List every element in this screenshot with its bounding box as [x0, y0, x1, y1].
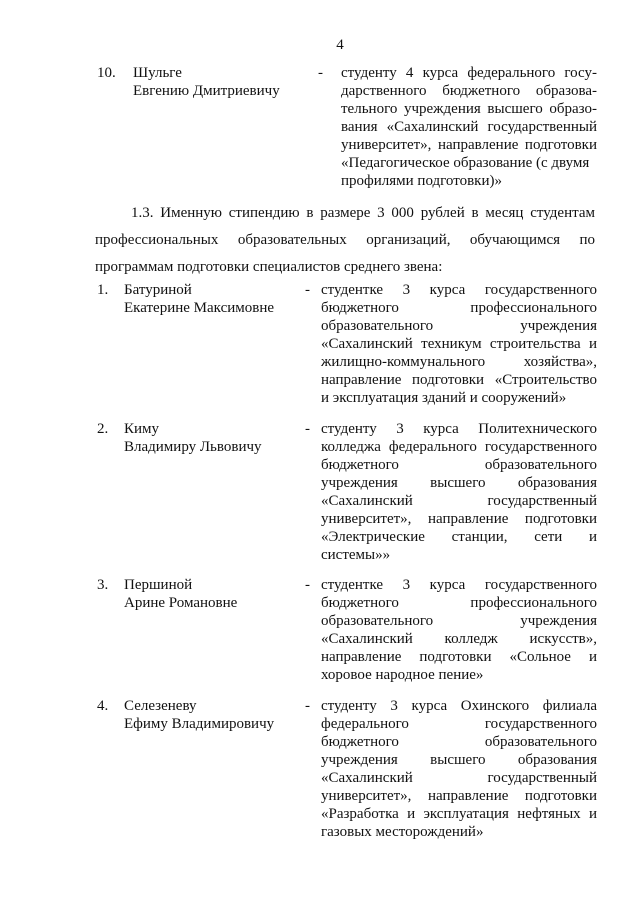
- recipient-given-names: Арине Романовне: [124, 595, 238, 611]
- description-line: бюджетного образовательного: [321, 734, 597, 750]
- page-number: 4: [336, 37, 344, 53]
- description-line: вания «Сахалинский государственный: [341, 119, 597, 135]
- description-line: студенту 3 курса Политехнического: [321, 421, 597, 437]
- recipient-name: [124, 420, 262, 456]
- paragraph-line: программам подготовки специалистов среднего звена:: [95, 259, 443, 275]
- description-line: газовых месторождений»: [321, 824, 484, 840]
- description-line: жилищно-коммунального хозяйства»,: [321, 354, 597, 370]
- description-line: и эксплуатация зданий и сооружений»: [321, 390, 567, 406]
- description-line: тельного учреждения высшего образо-: [341, 101, 597, 117]
- recipient-name: [124, 281, 274, 317]
- recipient-surname: Шульге: [133, 65, 182, 81]
- entry-number: 4.: [97, 698, 109, 714]
- description-line: образовательного учреждения: [321, 613, 597, 629]
- description-line: системы»»: [321, 547, 391, 563]
- recipient-surname: Селезеневу: [124, 698, 197, 714]
- entry-dash: -: [305, 421, 310, 437]
- description-line: образовательного учреждения: [321, 318, 597, 334]
- description-line: направление подготовки «Сольное и: [321, 649, 597, 665]
- description-line: бюджетного профессионального: [321, 300, 597, 316]
- description-line: хоровое народное пение»: [321, 667, 484, 683]
- description-line: «Сахалинский колледж искусств»,: [321, 631, 597, 647]
- recipient-description: [321, 576, 597, 684]
- description-line: студентке 3 курса государственного: [321, 282, 597, 298]
- description-line: направление подготовки «Строительство: [321, 372, 597, 388]
- recipient-description: [321, 420, 597, 564]
- section-paragraph: [95, 200, 595, 281]
- recipient-description: [341, 64, 597, 190]
- description-line: «Педагогическое образование (с двумя: [341, 155, 590, 171]
- description-line: студенту 3 курса Охинского филиала: [321, 698, 597, 714]
- recipient-surname: Киму: [124, 421, 160, 437]
- description-line: колледжа федерального государственного: [321, 439, 597, 455]
- recipient-name: [133, 64, 280, 100]
- entry-number: 3.: [97, 577, 109, 593]
- recipient-name: [124, 697, 274, 733]
- paragraph-line: 1.3. Именную стипендию в размере 3 000 рублей в месяц студентам: [131, 205, 595, 221]
- description-line: бюджетного образовательного: [321, 457, 597, 473]
- recipient-name: [124, 576, 237, 612]
- description-line: дарственного бюджетного образова-: [341, 83, 597, 99]
- description-line: «Разработка и эксплуатация нефтяных и: [321, 806, 597, 822]
- entry-dash: -: [305, 698, 310, 714]
- description-line: профилями подготовки)»: [341, 173, 502, 189]
- entry-number: 1.: [97, 282, 109, 298]
- description-line: студентке 3 курса государственного: [321, 577, 597, 593]
- description-line: университет», направление подготовки: [321, 511, 597, 527]
- entry-number: 2.: [97, 421, 109, 437]
- entry-dash: -: [318, 65, 323, 81]
- recipient-description: [321, 281, 597, 407]
- description-line: федерального государственного: [321, 716, 597, 732]
- recipient-given-names: Евгению Дмитриевичу: [133, 83, 280, 99]
- description-line: «Сахалинский государственный: [321, 770, 597, 786]
- recipient-given-names: Ефиму Владимировичу: [124, 716, 275, 732]
- recipient-given-names: Владимиру Львовичу: [124, 439, 262, 455]
- entry-number: 10.: [97, 65, 116, 81]
- recipient-description: [321, 697, 597, 841]
- recipient-surname: Батуриной: [124, 282, 192, 298]
- description-line: бюджетного профессионального: [321, 595, 597, 611]
- paragraph-line: профессиональных образовательных организаций, обучающимся по: [95, 232, 595, 248]
- recipient-given-names: Екатерине Максимовне: [124, 300, 275, 316]
- recipient-surname: Першиной: [124, 577, 193, 593]
- description-line: учреждения высшего образования: [321, 752, 597, 768]
- description-line: университет», направление подготовки: [341, 137, 597, 153]
- description-line: «Электрические станции, сети и: [321, 529, 597, 545]
- description-line: студенту 4 курса федерального госу-: [341, 65, 597, 81]
- description-line: учреждения высшего образования: [321, 475, 597, 491]
- description-line: университет», направление подготовки: [321, 788, 597, 804]
- description-line: «Сахалинский техникум строительства и: [321, 336, 597, 352]
- description-line: «Сахалинский государственный: [321, 493, 597, 509]
- entry-dash: -: [305, 282, 310, 298]
- entry-dash: -: [305, 577, 310, 593]
